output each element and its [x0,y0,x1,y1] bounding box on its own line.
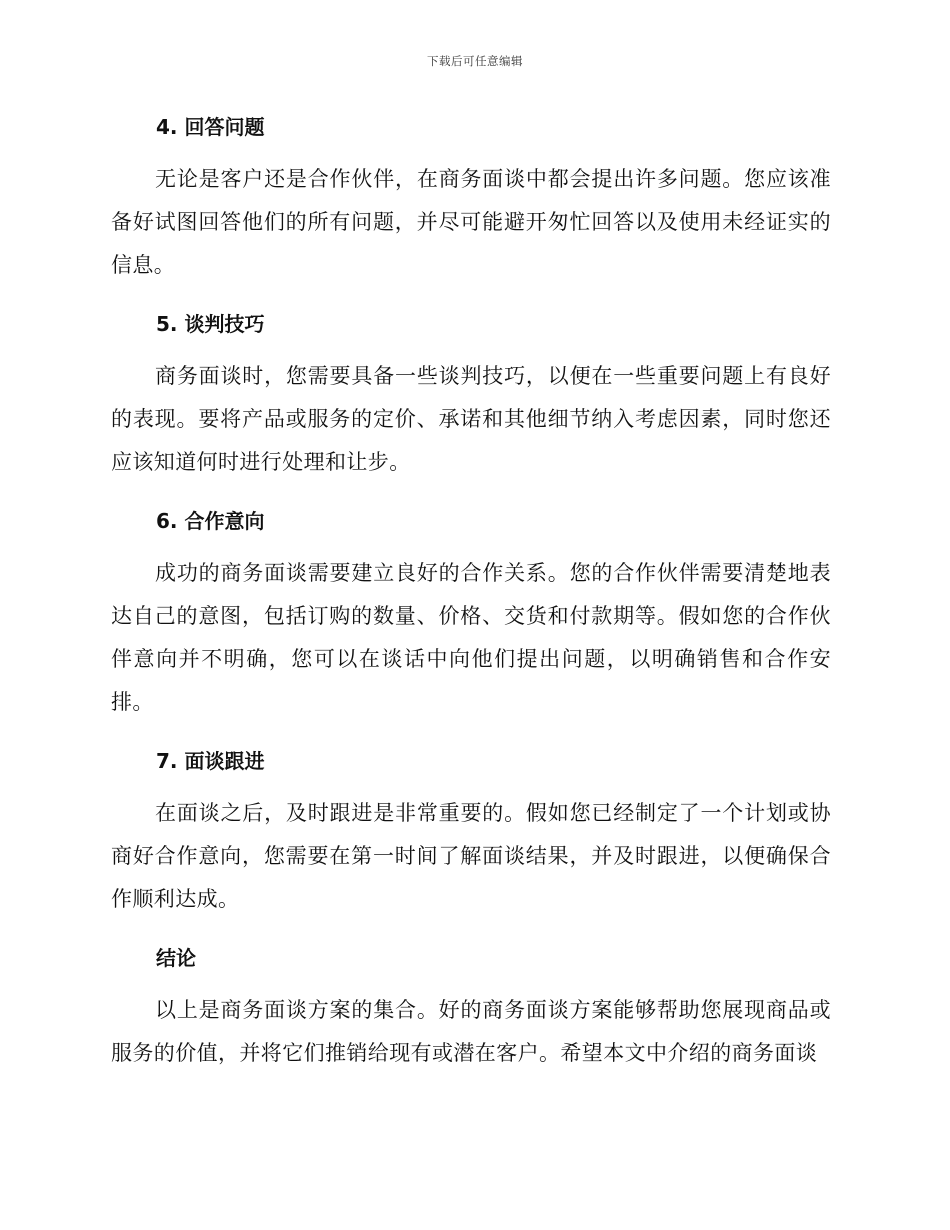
section-heading: 4. 回答问题 [156,115,265,139]
document-body [111,106,831,1091]
section-conclusion [111,937,831,1075]
section-follow-up [111,740,831,921]
section-heading: 6. 合作意向 [156,509,265,533]
section-cooperation-intent [111,500,831,724]
section-heading: 5. 谈判技巧 [156,312,265,336]
section-paragraph: 在面谈之后，及时跟进是非常重要的。假如您已经制定了一个计划或协商好合作意向，您需要在第一时间了解面谈结果，并及时跟进，以便确保合作顺利达成。 [111,801,831,911]
section-answer-questions [111,106,831,287]
header-note: 下载后可任意编辑 [427,54,523,68]
section-heading: 结论 [156,946,196,970]
section-heading: 7. 面谈跟进 [156,749,265,773]
section-negotiation-skills [111,303,831,484]
section-paragraph: 成功的商务面谈需要建立良好的合作关系。您的合作伙伴需要清楚地表达自己的意图，包括订购的数量、价格、交货和付款期等。假如您的合作伙伴意向并不明确，您可以在谈话中向他们提出问题，以明确销售和合作安排。 [111,561,831,714]
section-paragraph: 无论是客户还是合作伙伴，在商务面谈中都会提出许多问题。您应该准备好试图回答他们的所有问题，并尽可能避开匆忙回答以及使用未经证实的信息。 [111,167,831,277]
section-paragraph: 商务面谈时，您需要具备一些谈判技巧，以便在一些重要问题上有良好的表现。要将产品或服务的定价、承诺和其他细节纳入考虑因素，同时您还应该知道何时进行处理和让步。 [111,364,831,474]
section-paragraph: 以上是商务面谈方案的集合。好的商务面谈方案能够帮助您展现商品或服务的价值，并将它们推销给现有或潜在客户。希望本文中介绍的商务面谈 [111,998,831,1065]
